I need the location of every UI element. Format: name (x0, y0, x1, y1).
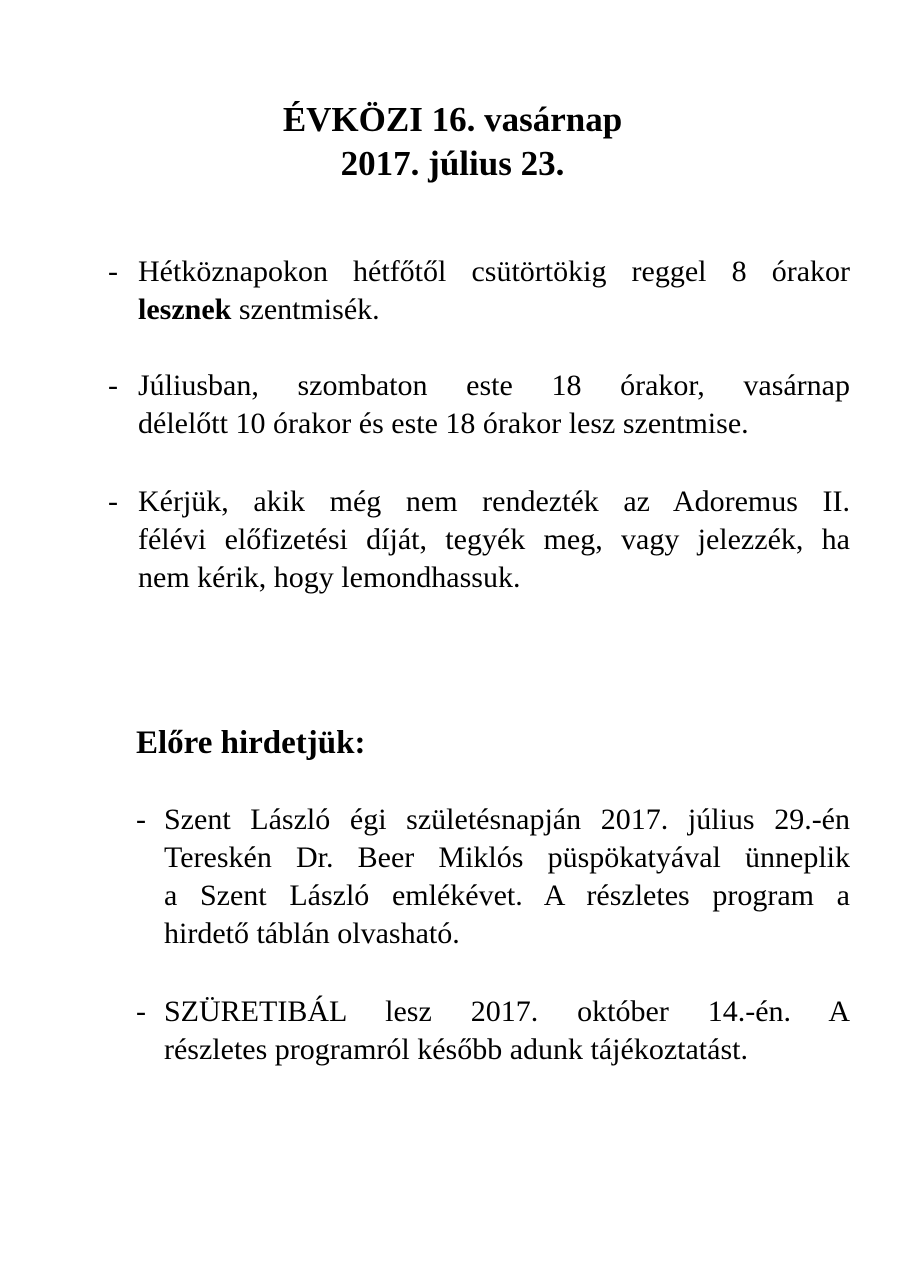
text-line: Tereskén Dr. Beer Miklós püspökatyával ünneplik (164, 841, 850, 874)
announcement-text (138, 483, 850, 597)
text-line: SZÜRETIBÁL lesz 2017. október 14.-én. A (164, 995, 850, 1028)
text-line: Júliusban, szombaton este 18 órakor, vasárnap (138, 369, 850, 402)
page-date: 2017. július 23. (340, 144, 565, 183)
announcement-text (138, 253, 850, 329)
bullet-dash: - (136, 803, 146, 836)
text-line: Kérjük, akik még nem rendezték az Adoremus II. (138, 485, 850, 518)
text-line: délelőtt 10 órakor és este 18 órakor lesz szentmise. (138, 407, 749, 440)
text-line: a Szent László emlékévet. A részletes program a (164, 879, 850, 912)
text-line: nem kérik, hogy lemondhassuk. (138, 561, 521, 594)
page-title: ÉVKÖZI 16. vasárnap (282, 100, 623, 139)
bullet-dash: - (136, 995, 146, 1028)
upcoming-text (164, 801, 850, 953)
section-heading: Előre hirdetjük: (136, 725, 366, 761)
upcoming-text (164, 993, 850, 1069)
bullet-dash: - (108, 369, 118, 402)
text-line (138, 291, 850, 329)
bullet-dash: - (108, 485, 118, 518)
text-line: Szent László égi születésnapján 2017. július 29.-én (164, 803, 850, 836)
text-line: félévi előfizetési díját, tegyék meg, vagy jelezzék, ha (138, 523, 850, 556)
text-line: Hétköznapokon hétfőtől csütörtökig reggel 8 órakor (138, 255, 850, 288)
text-line: hirdető táblán olvasható. (164, 917, 460, 950)
text-fragment: szentmisék. (231, 293, 380, 326)
announcement-text (138, 367, 850, 443)
emphasis-text: lesznek (138, 293, 232, 326)
text-line: részletes programról később adunk tájékoztatást. (164, 1033, 748, 1066)
bullet-dash: - (108, 255, 118, 288)
